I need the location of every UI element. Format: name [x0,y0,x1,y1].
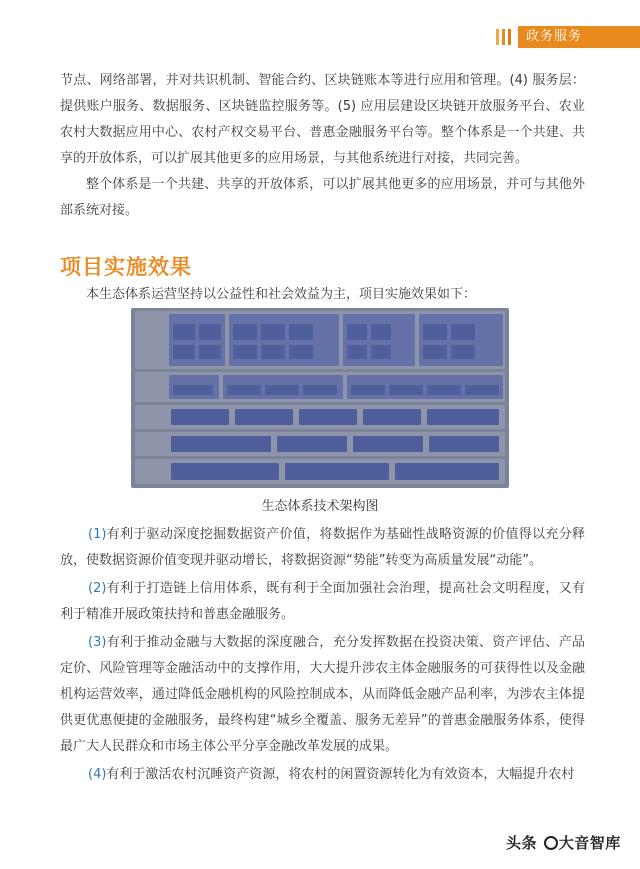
diagram-box [171,463,279,480]
effect-item [60,576,585,628]
diagram-box [351,385,385,395]
diagram-box [171,436,271,452]
item-text: 有利于驱动深度挖掘数据资产价值，将数据作为基础性战略资源的价值得以充分释放，使数据资源价值变现并驱动增长，将数据资源“势能”转变为高质量发展“动能”。 [60,527,585,568]
effects-list [60,522,585,788]
diagram-box [173,324,195,340]
diagram-box [303,385,337,395]
section-tab: 政务服务 [518,26,640,48]
diagram-box [199,345,221,359]
item-number: (2) [88,581,107,596]
watermark-logo-icon [544,836,558,850]
diagram-box [427,409,499,425]
diagram-box [451,345,475,359]
diagram-box [173,345,195,359]
item-text: 有利于推动金融与大数据的深度融合，充分发挥数据在投资决策、资产评估、产品定价、风险管理等金融活动中的支撑作用，大大提升涉农主体金融服务的可获得性以及金融机构运营效率，通过降低金融机构的风险控制成本，从而降低金融产品利率，为涉农主体提供更优惠便捷的金融服务，最终构建“城乡全覆盖、服务无差异”的普惠金融服务体系，使得最广大人民群众和市场主体公平分享金融改革发展的成果。 [60,635,585,754]
effect-item [60,630,585,760]
diagram-box [285,463,389,480]
effect-item [60,762,585,788]
diagram-box [233,345,257,359]
diagram-box [277,436,347,452]
diagram-box [289,324,313,340]
paragraph-continuation: 节点、网络部署，并对共识机制、智能合约、区块链账本等进行应用和管理。(4) 服务层：提供账户服务、数据服务、区块链监控服务等。(5) 应用层建设区块链开放服务平台、农业农村大数据应用中心、农村产权交易平台、普惠金融服务平台等。整个体系是一个共建、共享的开放体系，可以扩展其他更多的应用场景，与其他系统进行对接，共同完善。 [60,73,585,166]
header-accent-bars [496,29,511,45]
intro-text: 本生态体系运营坚持以公益性和社会效益为主，项目实施效果如下： [86,287,477,302]
diagram-box [465,385,499,395]
item-text: 有利于打造链上信用体系，既有利于全面加强社会治理，提高社会文明程度，又有利于精准开展政策扶持和普惠金融服务。 [60,581,585,622]
diagram-box [173,385,213,395]
diagram-box [451,324,475,340]
watermark-prefix: 头条 [506,834,538,852]
diagram-box [347,324,367,340]
watermark [506,832,621,853]
diagram-box [261,324,285,340]
architecture-diagram [131,308,509,488]
diagram-box [233,324,257,340]
watermark-name: 大音智库 [558,834,621,852]
diagram-box [227,385,261,395]
diagram-box [199,324,221,340]
diagram-box [347,345,367,359]
diagram-caption: 生态体系技术架构图 [261,499,379,514]
diagram-box [423,324,447,340]
diagram-box [299,409,357,425]
diagram-box [171,409,229,425]
item-number: (1) [88,527,107,542]
top-text [60,68,585,224]
diagram-box [427,385,461,395]
diagram-box [235,409,293,425]
item-text: 有利于激活农村沉睡资产资源，将农村的闲置资源转化为有效资本，大幅提升农村 [106,767,575,782]
diagram-box [389,385,423,395]
item-number: (4) [88,767,107,782]
item-number: (3) [88,635,107,650]
diagram-box [363,409,421,425]
diagram-box [289,345,313,359]
paragraph-summary: 整个体系是一个共建、共享的开放体系，可以扩展其他更多的应用场景，并可与其他外部系统对接。 [60,177,585,218]
diagram-box [371,324,391,340]
diagram-box [353,436,423,452]
effect-item [60,522,585,574]
section-heading: 项目实施效果 [60,255,192,279]
diagram-box [371,345,391,359]
diagram-box [423,345,447,359]
diagram-box [429,436,499,452]
diagram-box [265,385,299,395]
diagram-box [261,345,285,359]
diagram-box [395,463,499,480]
